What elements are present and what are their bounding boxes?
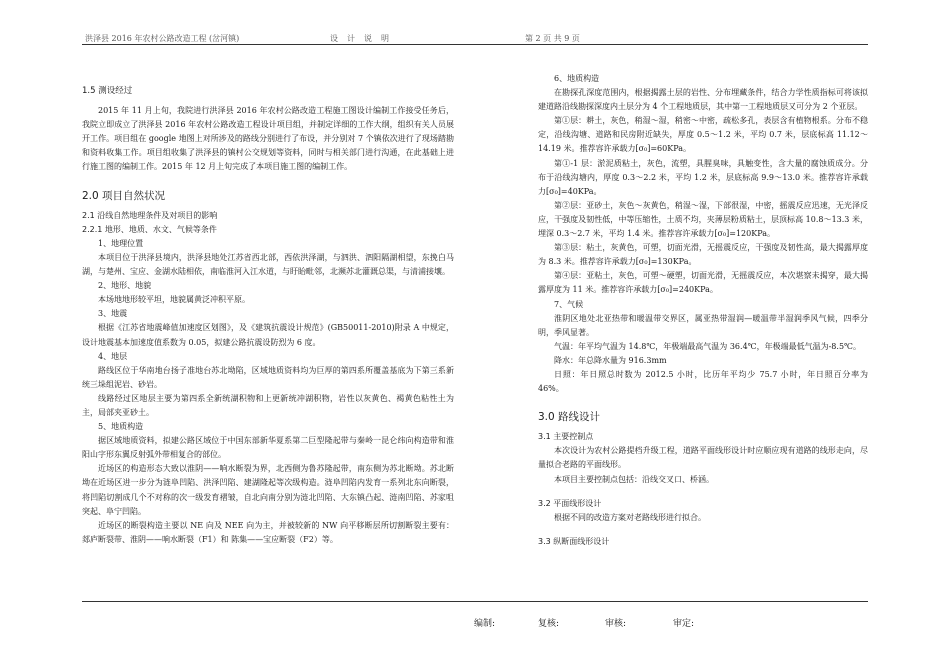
soil-layer-2: 第②层：亚砂土，灰色～灰黄色，稍湿～湿，下部很湿，中密，摇震反应迅速，无光泽反应，干强度及韧性低，中等压缩性，土质不均，夹薄层粉质粘土，层顶标高 10.8～13.3 米，埋深 0.3～2.7 米，平均 1.4 米。推荐容许承载力[σ₀]=120KPa。: [538, 200, 868, 239]
header-rule: [82, 44, 868, 45]
paragraph: 根据不同的改造方案对老路线形进行拟合。: [554, 512, 706, 522]
footer-review-label: 复核:: [538, 619, 560, 629]
header-project: 洪泽县 2016 年农村公路改造工程 (岔河镇): [85, 34, 240, 43]
item-heading: 4、地层: [98, 351, 128, 361]
item-heading: 7、气候: [554, 299, 584, 309]
section-2-1-title: 2.1 沿线自然地理条件及对项目的影响: [82, 210, 218, 220]
section-3-2-title: 3.2 平面线形设计: [538, 498, 602, 508]
footer-approve-label: 审定:: [673, 619, 695, 629]
paragraph: 近场区的断裂构造主要以 NE 向及 NEE 向为主，并被较新的 NW 向平移断层所切割断裂主要有：郯庐断裂带、淮阴——响水断裂（F1）和 陈集——宝应断裂（F2）等。: [82, 520, 454, 544]
left-column: [82, 84, 454, 547]
header-doc-type: 设计说明: [330, 34, 398, 43]
soil-layer-4: 第④层：亚粘土，灰色，可塑～硬塑，切面光滑，无摇震反应，本次堪察未揭穿，最大揭露厚度为 11 米。推荐容许承载力[σ₀]=240KPa。: [538, 271, 868, 295]
climate-temperature: 气温：年平均气温为 14.8℃，年极端最高气温为 36.4℃，年极端最低气温为-8.5℃。: [554, 341, 861, 351]
paragraph: 本场地地形较平坦，地貌属黄泛冲积平原。: [98, 295, 250, 305]
item-heading: 3、地震: [98, 309, 128, 319]
section-3-0-title: 3.0 路线设计: [538, 411, 601, 424]
climate-precipitation: 降水：年总降水量为 916.3mm: [554, 355, 667, 365]
paragraph: 路线区位于华南地台扬子准地台苏北坳陷，区域地质资料均为巨厚的第四系所覆盖基底为下第三系新统三垛组泥岩、砂岩。: [82, 365, 454, 389]
section-2-2-1-title: 2.2.1 地形、地质、水文、气候等条件: [82, 224, 217, 234]
paragraph: 淮阴区地处北亚热带和暖温带交界区，属亚热带湿润—暖温带半湿润季风气候，四季分明，季风显著。: [538, 313, 868, 337]
item-heading: 5、地质构造: [98, 422, 144, 432]
paragraph: 2015 年 11 月上旬，我院进行洪泽县 2016 年农村公路改造工程施工图设计编制工作接受任务后，我院立即成立了洪泽县 2016 年农村公路改造工程设计项目组，并制定详细的工作大纲，组织有关人员展开工作。项目组在 google 地图上对所涉及的路线分别进行了布设，并分别对 7 个镇依次进行了现场踏勘和资料收集工作。项目组收集了洪泽县的镇村公交规划等资料，同时与相关部门进行沟通，在此基础上进行施工图的编制工作。2015 年 12 月上旬完成了本项目施工图的编制工作。: [82, 106, 454, 172]
item-heading: 6、地质构造: [554, 74, 600, 83]
paragraph: 据区域地质资料，拟建公路区域位于中国东部新华夏系第二巨型隆起带与秦岭一昆仑纬向构造带和淮阳山字形东翼反射弧外带相复合的部位。: [82, 436, 454, 460]
footer-audit-label: 审核:: [605, 619, 627, 629]
section-3-1-title: 3.1 主要控制点: [538, 432, 594, 442]
paragraph: 本项目位于洪泽县境内，洪泽县地处江苏省西北部，西依洪泽湖，与泗洪、泗阳隔湖相望，东挽白马湖，与楚州、宝应、金湖水陆相依，南临淮河入江水道，与盱眙毗邻，北濒苏北灌溉总渠，与清浦接壤。: [82, 252, 454, 277]
section-2-0-title: 2.0 项目自然状况: [82, 189, 166, 202]
item-heading: 2、地形、地貌: [98, 281, 152, 291]
climate-sunshine: 日照：年日照总时数为 2012.5 小时，比历年平均少 75.7 小时，年日照百分率为 46%。: [538, 369, 868, 394]
paragraph: 在勘探孔深度范围内，根据揭露土层的岩性、分布埋藏条件，结合力学性质指标可将该拟建道路沿线勘探深度内土层分为 4 个工程地质层，其中第一工程地质层又可分为 2 个亚层。: [538, 88, 868, 112]
section-1-5-title: 1.5 测设经过: [82, 86, 133, 96]
paragraph: 根据《江苏省地震峰值加速度区划图》，及《建筑抗震设计规范》(GB50011-2010)附录 A 中规定，设计地震基本加速度值系数为 0.05，拟建公路抗震设防烈为 6 度。: [82, 323, 454, 347]
footer-compile-label: 编制:: [474, 619, 496, 629]
soil-layer-1: 第①层：耕土，灰色，稍湿～湿，稍密～中密，疏松多孔，表层含有植物根系。分布不稳定，沿线沟塘、道路和民房附近缺失，厚度 0.5～1.2 米，平均 0.7 米，层底标高 11.12～14.19 米。推荐容许承载力[σ₀]=60KPa。: [538, 116, 868, 154]
paragraph: 本次设计为农村公路提档升级工程，道路平面线形设计时应顺应现有道路的线形走向，尽量拟合老路的平面线形。: [538, 446, 868, 470]
paragraph: 近场区的构造形态大致以淮阴——响水断裂为界，北西侧为鲁苏隆起带，南东侧为苏北断坳。苏北断坳在近场区进一步分为涟阜凹陷、洪泽凹陷、建湖隆起等次级构造。涟阜凹陷内发育一系列北东向断裂，将凹陷切割成几个不对称的次一级发育褶皱，自北向南分别为涟北凹陷、大东镇凸起、涟南凹陷、苏家咀突起、阜宁凹陷。: [82, 464, 454, 516]
soil-layer-1-1: 第①-1 层：淤泥质粘土，灰色，流塑，具腥臭味，具触变性，含大量的腐蚀质成分。分布于沿线沟塘内，厚度 0.3～2.2 米，平均 1.2 米，层底标高 9.9～13.0 米。推荐容许承载力[σ₀]=40KPa。: [538, 158, 868, 196]
item-heading: 1、地理位置: [98, 238, 144, 248]
header-page-number: 第 2 页 共 9 页: [525, 34, 580, 43]
footer-rule: [82, 601, 868, 602]
section-3-3-title: 3.3 纵断面线形设计: [538, 536, 610, 546]
paragraph: 线路经过区地层主要为第四系全新统湖积物和上更新统冲湖积物，岩性以灰黄色、褐黄色粘性土为主，局部夹亚砂土。: [82, 393, 454, 417]
paragraph: 本项目主要控制点包括：沿线交叉口、桥涵。: [554, 474, 714, 484]
soil-layer-3: 第③层：粘土，灰黄色，可塑，切面光滑，无摇震反应，干强度及韧性高，最大揭露厚度为 8.3 米。推荐容许承载力[σ₀]=130KPa。: [538, 243, 868, 267]
right-column: [538, 72, 868, 549]
